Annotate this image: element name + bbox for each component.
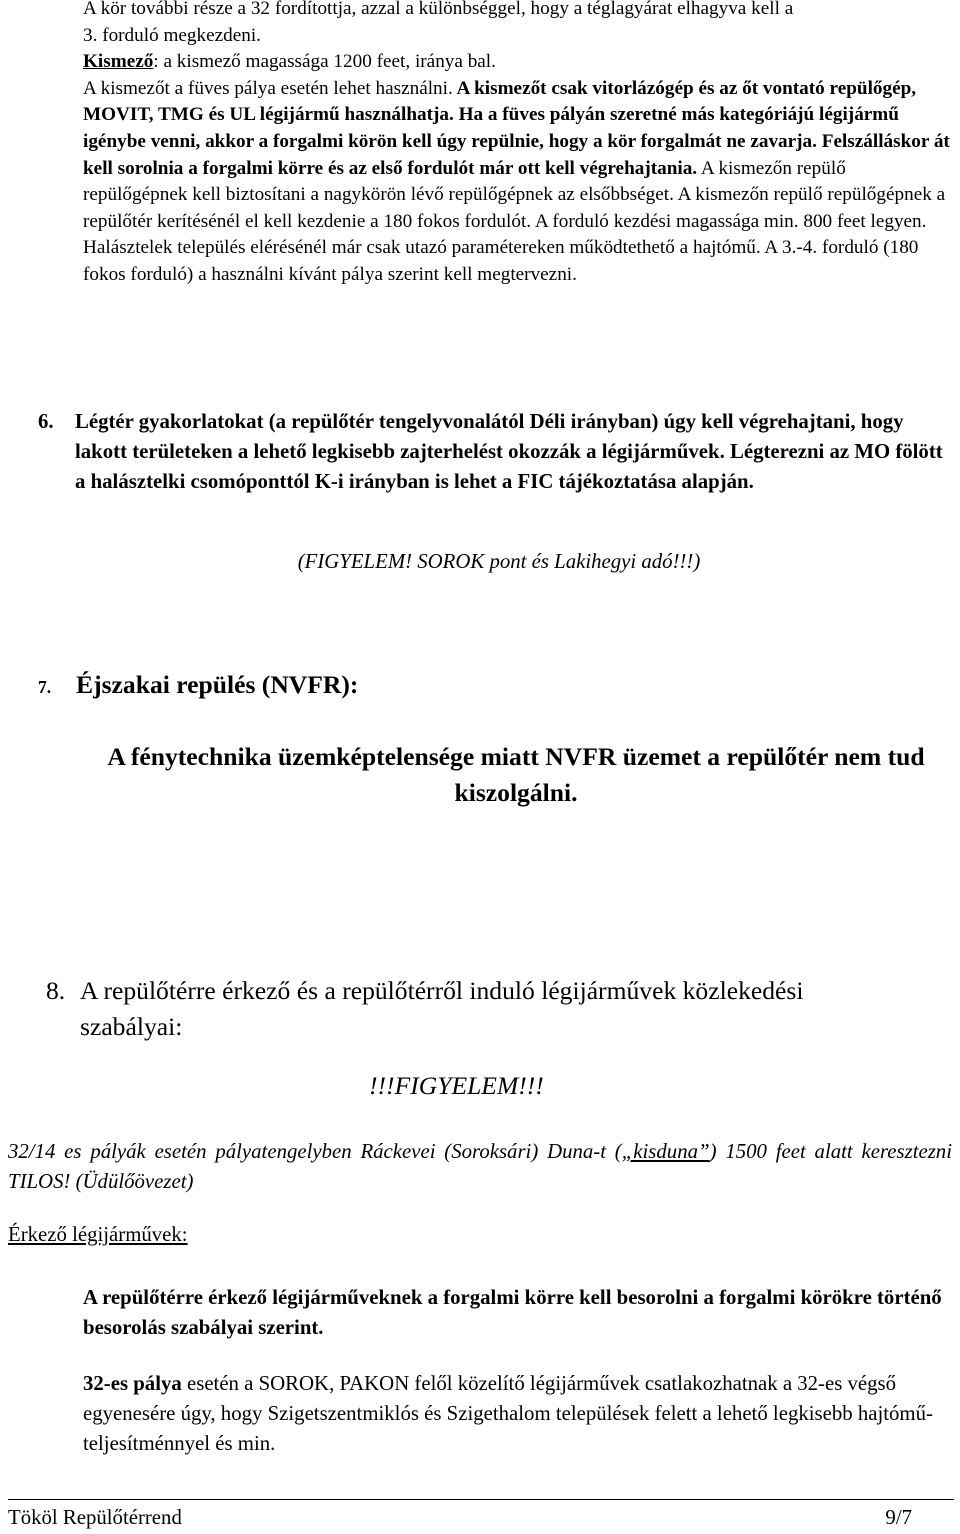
footer-document-title: Tököl Repülőtérrend [8,1506,182,1529]
duna-rule-part-1: 32/14 es pályák esetén pályatengelyben Ráckevei (Soroksári) Duna-t ( [8,1140,622,1163]
section-7-title: Éjszakai repülés (NVFR): [76,670,359,699]
section-8-number: 8. [46,976,66,1005]
arrivals-heading: Érkező légijárművek: [8,1223,188,1246]
duna-rule-part-2: ) 1500 feet alatt keresztezni TILOS! (Üdülőövezet) [8,1140,952,1193]
section-8-warning: !!!FIGYELEM!!! [369,1071,544,1100]
intro-line-2: 3. forduló megkezdeni. [83,24,261,46]
section-7-note: A fénytechnika üzemképtelensége miatt NVFR üzemet a repülőtér nem tud kiszolgálni. [107,742,925,807]
footer-page-number: 9/7 [885,1506,912,1529]
arrivals-paragraph-2-text: esetén a SOROK, PAKON felől közelítő légijárművek csatlakozhatnak a 32-es végső egyenesére úgy, hogy Szigetszentmiklós és Szigethalom települések felett a lehető legkisebb hajtómű-teljesítménnyel és min. [83,1372,933,1455]
kismezo-sentence-3: A kismezőn repülő repülőgépnek kell biztosítani a nagykörön lévő repülőgépnek az elsőbbséget. A kismezőn repülő repülőgépnek a repülőtér kerítésénél el kell kezdenie a 180 fokos fordulót. A forduló kezdési magassága min. 800 feet legyen. Halásztelek település elérésénél már csak utazó paramétereken működtethető a hajtómű. A 3.-4. forduló (180 fokos forduló) a használni kívánt pálya szerint kell megtervezni. [83,157,946,285]
kismezo-sentence-1: A kismezőt a füves pálya esetén lehet használni. [83,77,453,99]
intro-section [83,0,953,289]
duna-crossing-rule [8,1137,952,1197]
section-8 [46,973,866,1045]
arrivals-paragraph-1: A repülőtérre érkező légijárműveknek a forgalmi körre kell besorolni a forgalmi körökre történő besorolás szabályai szerint. [83,1286,942,1339]
intro-line-1: A kör további része a 32 fordítottja, azzal a különbséggel, hogy a téglagyárat elhagyva kell a [83,0,794,19]
section-6-text: Légtér gyakorlatokat (a repülőtér tengelyvonalától Déli irányban) úgy kell végrehajtani, hogy lakott területeken a lehető legkisebb zajterhelést okozzák a légijárművek. Légterezni az MO fölött a halásztelki csomóponttól K-i irányban is lehet a FIC tájékoztatása alapján. [75,410,943,493]
section-7-number: 7. [38,677,52,697]
footer-divider [8,1499,954,1500]
kismezo-value: : a kismező magassága 1200 feet, iránya bal. [153,51,496,73]
kismezo-sentence-2: A kismezőt csak vitorlázógép és az őt vontató repülőgép, MOVIT, TMG és UL légijármű használhatja. Ha a füves pályán szeretné más kategóriájú légijármű igénybe venni, akkor a forgalmi körön kell úgy repülnie, hogy a kör forgalmát ne zavarja. Felszálláskor át kell sorolnia a forgalmi körre és az első fordulót már ott kell végrehajtania. [83,77,950,179]
kismezo-line [83,49,953,76]
section-6 [38,407,948,497]
kismezo-label: Kismező [83,51,154,73]
kismezo-paragraph [83,76,953,289]
arrivals-paragraph-2 [83,1369,949,1459]
section-6-warning: (FIGYELEM! SOROK pont és Lakihegyi adó!!!) [297,550,701,573]
duna-rule-kisduna: „kisduna” [621,1140,710,1163]
section-6-number: 6. [38,410,54,433]
section-8-title: A repülőtérre érkező és a repülőtérről induló légijárművek közlekedési szabályai: [80,976,804,1041]
runway-32-label: 32-es pálya [83,1372,182,1395]
